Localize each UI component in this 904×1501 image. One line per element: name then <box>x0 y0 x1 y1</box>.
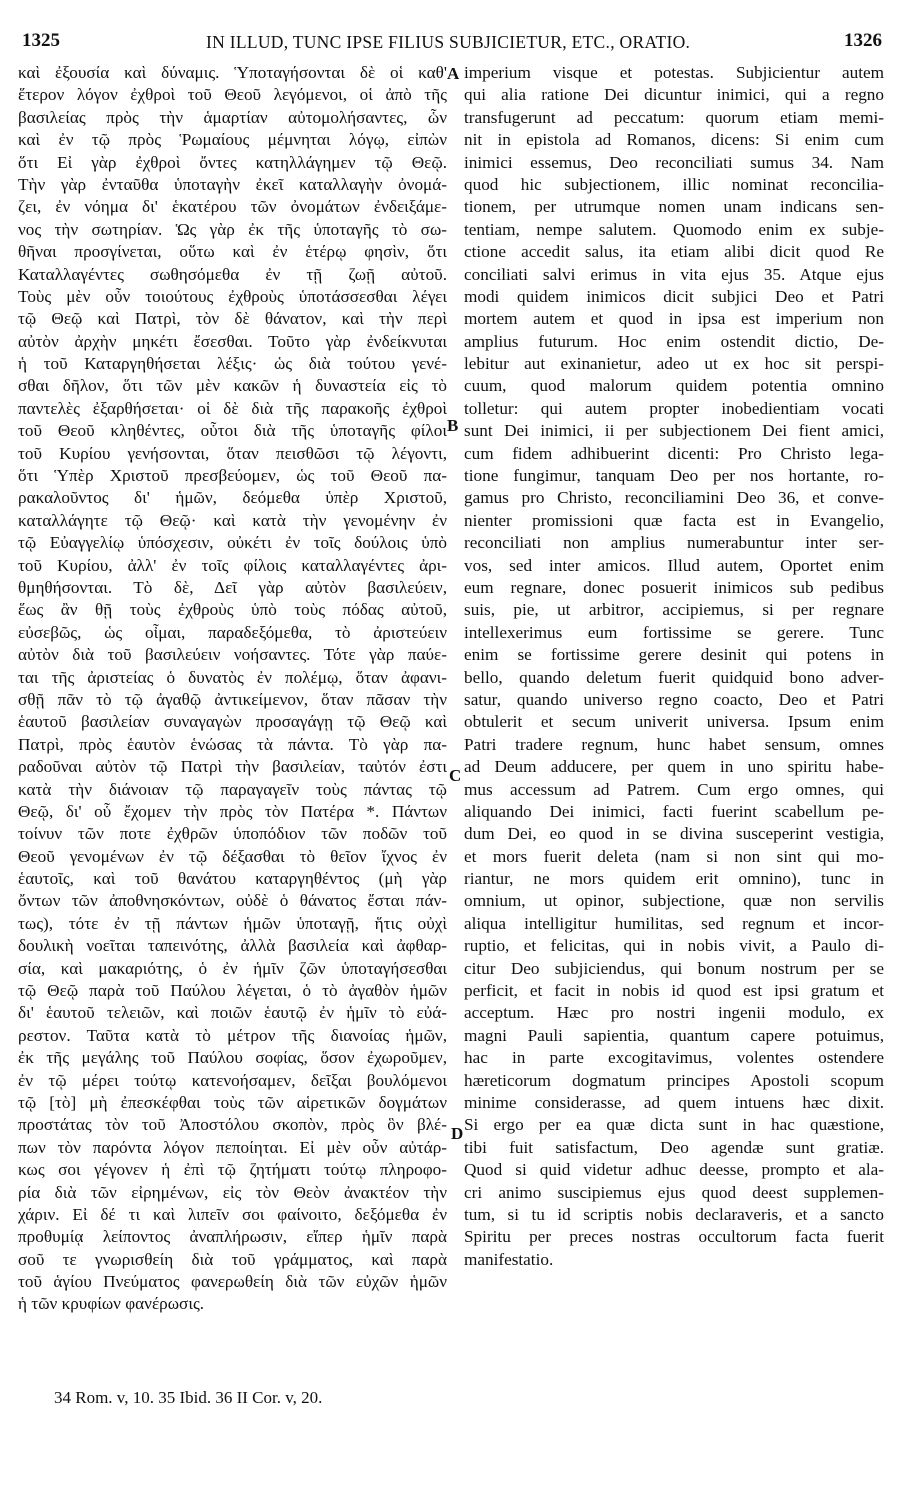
latin-text-line: Spiritu per preces nostras occultorum facta fuerit <box>464 1227 884 1247</box>
latin-text-line: reconciliati non amplius numerabuntur inter ser- <box>464 533 884 553</box>
latin-text-line: manifestatio. <box>464 1249 554 1269</box>
greek-text-line: βασιλείας πρὸς τὴν ἁμαρτίαν αὐτομολήσαντες, ὧν <box>18 107 447 127</box>
latin-text-line: dum Dei, eo quod in se divina susceperint vestigia, <box>464 824 884 844</box>
margin-marker-c: C <box>449 766 462 785</box>
greek-text-line: καταλλάγητε τῷ Θεῷ· καὶ κατὰ τὴν γενομένην ἐν <box>18 510 447 530</box>
latin-text-line: nit in epistola ad Romanos, dicens: Si enim cum <box>464 130 884 150</box>
latin-text-line: perficit, et facit in nobis id quod est ipsi gratum et <box>464 981 884 1001</box>
greek-text-line: Καταλλαγέντες σωθησόμεθα ἐν τῇ ζωῇ αὐτοῦ. <box>18 264 447 284</box>
latin-text-line: minime considerasse, ad quem intuens hæc dixit. <box>464 1092 884 1112</box>
greek-text-line: τῷ Θεῷ καὶ Πατρὶ, τὸν δὲ θάνατον, καὶ τὴν περὶ <box>18 309 447 329</box>
latin-text-line: nienter promissioni quæ facta est in Evangelio, <box>464 510 884 530</box>
running-header <box>22 30 882 60</box>
greek-text-line: ἕως ἂν θῇ τοὺς ἐχθροὺς ὑπὸ τοὺς πόδας αὐτοῦ, <box>18 600 447 620</box>
greek-text-line: αὐτὸν ἀρχὴν μηκέτι ἔσεσθαι. Τοῦτο γὰρ ἐνδείκνυται <box>18 331 447 351</box>
greek-text-line: τως), τότε ἐν τῇ πάντων ἡμῶν ὑποταγῇ, ἥτις οὐχὶ <box>18 913 447 933</box>
greek-text-line: παντελὲς ἐξαρθήσεται· οἱ δὲ διὰ τῆς παρακοῆς ἐχθροὶ <box>18 398 447 418</box>
latin-text-line: hæreticorum dogmatum principes Apostoli scopum <box>464 1070 884 1090</box>
greek-text-line: προστάτας τὸν τοῦ Ἀποστόλου σκοπὸν, πρὸς ὃν βλέ- <box>18 1115 447 1135</box>
latin-text-line: quod hic subjectionem, illic nominat reconcilia- <box>464 174 884 194</box>
greek-text-line: ζει, ἐν νόημα δι' ἑκατέρου τῶν ὀνομάτων ἐνδειξάμε- <box>18 197 447 217</box>
latin-text-line: lebitur aut exinanietur, adeo ut ex hoc sit perspi- <box>464 354 884 374</box>
latin-text-line: tione fungimur, tanquam Deo per nos hortante, ro- <box>464 466 884 486</box>
latin-text-line: eum regnare, donec posuerit inimicos sub pedibus <box>464 577 884 597</box>
latin-text-line: cri animo suscipiemus ejus quod deest supplemen- <box>464 1182 884 1202</box>
greek-text-line: τοίνυν τῶν ποτε ἐχθρῶν ὑποπόδιον τῶν ποδῶν τοῦ <box>18 824 447 844</box>
greek-text-line: Θεῷ, δι' οὗ ἔχομεν τὴν πρὸς τὸν Πατέρα *. Πάντων <box>18 801 447 821</box>
greek-text-line: ρεστον. Ταῦτα κατὰ τὸ μέτρον τῆς διανοίας ἡμῶν, <box>18 1025 447 1045</box>
greek-text-line: ἡ τοῦ Καταργηθήσεται λέξις· ὡς διὰ τούτου γενέ- <box>18 354 447 374</box>
greek-text-line: ὄντων τῶν ἀποθνησκόντων, οὐδὲ ὁ θάνατος ἔσται πάν- <box>18 891 447 911</box>
greek-text-line: προθυμίᾳ λείποντος ἀναπλήρωσιν, εἴπερ ἡμῖν παρὰ <box>18 1227 447 1247</box>
greek-text-line: ὅτι Ὑπὲρ Χριστοῦ πρεσβεύομεν, ὡς τοῦ Θεοῦ πα- <box>18 466 447 486</box>
greek-text-line: καὶ ἐξουσία καὶ δύναμις. Ὑποταγήσονται δὲ οἱ καθ' <box>18 63 447 82</box>
latin-text-line: amplius futurum. Hoc enim ostendit dictio, De- <box>464 331 884 351</box>
latin-text-line: cum fidem adhibuerint dicenti: Pro Christo lega- <box>464 443 884 463</box>
greek-text-line: ἡ τῶν κρυφίων φανέρωσις. <box>18 1294 205 1314</box>
latin-text-line: tum, si tu id scriptis nobis declaraveris, et a sancto <box>464 1204 884 1224</box>
latin-text-line: bello, quando deletum fuerit quidquid bono adver- <box>464 667 884 687</box>
greek-text-line: καὶ ἐν τῷ πρὸς Ῥωμαίους μέμνηται λόγῳ, εἰπὼν <box>18 130 447 150</box>
latin-text-line: Quod si quid videtur adhuc deesse, prompto et ala- <box>464 1160 884 1180</box>
margin-marker-d: D <box>451 1124 464 1143</box>
greek-text-line: κως σοι γέγονεν ἡ ἐπὶ τῷ ζητήματι τούτῳ πληροφο- <box>18 1160 447 1180</box>
greek-text-line: τοῦ Κυρίου γενήσονται, ὅταν πεισθῶσι τῷ λέγοντι, <box>18 443 447 463</box>
greek-text-line: ρία διὰ τῶν εἰρημένων, εἰς τὸν Θεὸν ἀνακτέον τὴν <box>18 1182 447 1202</box>
latin-text-line: sunt Dei inimici, ii per subjectionem Dei fient amici, <box>464 421 884 441</box>
greek-text-line: τοῦ Θεοῦ κληθέντες, οὗτοι διὰ τῆς ὑποταγῆς φίλοι <box>18 421 447 441</box>
greek-text-line: δι' ἑαυτοῦ τελειῶν, καὶ ποιῶν ἑαυτῷ ἐν ἡμῖν τὸ εὐά- <box>18 1003 447 1023</box>
latin-text-line: vos, sed inter amicos. Illud autem, Oportet enim <box>464 555 884 575</box>
greek-text-line: Τὴν γὰρ ἐνταῦθα ὑποταγὴν ἐκεῖ καταλλαγὴν ὀνομά- <box>18 174 447 194</box>
latin-text-line: citur Deo subjiciendus, qui bonum nostrum per se <box>464 958 884 978</box>
margin-marker-a: A <box>447 64 460 83</box>
greek-text-line: ται τῆς ἀριστείας ὁ δυνατὸς ἐν πολέμῳ, ὅταν ἀφανι- <box>18 667 447 687</box>
latin-text-line: cuum, quod malorum quidem potentia omnino <box>464 376 884 396</box>
latin-text-line: aliquando Dei inimici, facti fuerint scabellum pe- <box>464 801 884 821</box>
greek-text-line: ἑαυτοῦ βασιλείαν συναγαγὼν προσαγάγῃ τῷ Θεῷ καὶ <box>18 712 447 732</box>
latin-text-line: conciliati salvi erimus in vita ejus 35. Atque ejus <box>464 264 884 284</box>
greek-text-line: δουλικὴ νοεῖται ταπεινότης, ἀλλὰ βασιλεία καὶ ἀφθαρ- <box>18 936 447 956</box>
page-number-right: 1326 <box>844 30 882 51</box>
latin-text-line: suis, pie, ut arbitror, accipiemus, si per regnare <box>464 600 884 620</box>
latin-text-line: magni Pauli sapientia, quantum capere potuimus, <box>464 1025 884 1045</box>
margin-marker-b: B <box>447 416 459 435</box>
greek-text-line: ρακαλοῦντος δι' ἡμῶν, δεόμεθα ὑπὲρ Χριστοῦ, <box>18 488 447 508</box>
latin-text-line: imperium visque et potestas. Subjicientur autem <box>464 63 884 82</box>
latin-text-line: inimici essemus, Deo reconciliati sumus 34. Nam <box>464 152 884 172</box>
latin-text-line: tentiam, nempe salutem. Quomodo enim ex subje- <box>464 219 884 239</box>
greek-text-line: ἕτερον λόγον ἐχθροὶ τοῦ Θεοῦ λεγόμενοι, οἱ ἀπὸ τῆς <box>18 85 447 105</box>
greek-text-line: σθῇ πᾶν τὸ τῷ ἀγαθῷ ἀντικείμενον, ὅταν πᾶσαν τὴν <box>18 689 447 709</box>
greek-text-line: ἑαυτοῖς, καὶ τοῦ θανάτου καταργηθέντος (μὴ γὰρ <box>18 869 447 889</box>
greek-column <box>18 62 447 1316</box>
latin-text-line: acceptum. Hæc pro nostri ingenii modulo, ex <box>464 1003 884 1023</box>
latin-text-line: ad Deum adducere, per quem in uno spiritu habe- <box>464 757 884 777</box>
greek-text-line: τῷ [τὸ] μὴ ἐπεσκέφθαι τοὺς τῶν αἱρετικῶν δογμάτων <box>18 1092 447 1112</box>
latin-text-line: enim se fortissime gerere desinit qui potens in <box>464 645 884 665</box>
greek-text-line: πων τὸν παρόντα λόγον πεποίηται. Εἰ μὲν οὖν αὐτάρ- <box>18 1137 447 1157</box>
page-number-left: 1325 <box>22 30 60 51</box>
footnotes: 34 Rom. v, 10. 35 Ibid. 36 II Cor. v, 20. <box>54 1388 323 1407</box>
greek-text-line: τοῦ Κυρίου, ἀλλ' ἐν τοῖς φίλοις καταλλαγέντες ἀρι- <box>18 555 447 575</box>
latin-text-line: qui alia ratione Dei dicuntur inimici, qui a regno <box>464 85 884 105</box>
greek-text-line: ἐκ τῆς μεγάλης τοῦ Παύλου σοφίας, ὅσον ἐχωροῦμεν, <box>18 1048 447 1068</box>
greek-text-line: ὅτι Εἰ γὰρ ἐχθροὶ ὄντες κατηλλάγημεν τῷ Θεῷ. <box>18 152 447 172</box>
greek-text-line: σία, καὶ μακαριότης, ὁ ἐν ἡμῖν ζῶν ὑποταγήσεσθαι <box>18 958 447 978</box>
greek-text-line: χάριν. Εἰ δέ τι καὶ λιπεῖν σοι φαίνοιτο, δεξόμεθα ἐν <box>18 1204 447 1224</box>
latin-text-line: ctione accedit salus, ita etiam alibi dicit quod Re <box>464 242 884 262</box>
greek-text-line: ἐν τῷ μέρει τούτῳ κατενοήσαμεν, δεῖξαι βουλόμενοι <box>18 1070 447 1090</box>
latin-text-line: intellexerimus eum fortissime se gerere. Tunc <box>464 622 884 642</box>
latin-text-line: ruptio, et felicitas, qui in nobis vivit, a Paulo di- <box>464 936 884 956</box>
latin-text-line: mortem autem et quod in ipsa est imperium non <box>464 309 884 329</box>
greek-text-line: Θεοῦ γενομένων ἐν τῷ δέξασθαι τὸ θεῖον ἴχνος ἐν <box>18 846 447 866</box>
latin-text-line: riantur, ne mors quidem erit omnino), tunc in <box>464 869 884 889</box>
latin-text-line: aliqua intelligitur humilitas, sed regnum et incor- <box>464 913 884 933</box>
greek-text-line: σθαι δῆλον, ὅτι τῶν μὲν κακῶν ἡ δυναστεία εἰς τὸ <box>18 376 447 396</box>
greek-text-line: Πατρὶ, πρὸς ἑαυτὸν ἑνώσας τὰ πάντα. Τὸ γὰρ πα- <box>18 734 447 754</box>
latin-text-line: gamus pro Christo, reconciliamini Deo 36, et conve- <box>464 488 884 508</box>
latin-column <box>464 62 884 1271</box>
latin-text-line: obtulerit et secum univerit universa. Ipsum enim <box>464 712 884 732</box>
latin-text-line: Patri tradere regnum, hunc habet sensum, omnes <box>464 734 884 754</box>
greek-text-line: σοῦ τε γνωρισθείη διὰ τοῦ γράμματος, καὶ παρὰ <box>18 1249 447 1269</box>
latin-text-line: hac in parte excogitavimus, volentes ostendere <box>464 1048 884 1068</box>
greek-text-line: νος τὴν σωτηρίαν. Ὡς γὰρ ἐκ τῆς ὑποταγῆς τὸ σω- <box>18 219 447 239</box>
running-title: IN ILLUD, TUNC IPSE FILIUS SUBJICIETUR, ETC., ORATIO. <box>206 32 691 52</box>
greek-text-line: κατὰ τὴν διάνοιαν τῷ παραγαγεῖν τοὺς πάντας τῷ <box>18 779 447 799</box>
latin-text-line: omnium, ut opinor, subjectione, quæ non servilis <box>464 891 884 911</box>
latin-text-line: modi quidem inimicos dicit subjici Deo et Patri <box>464 286 884 306</box>
greek-text-line: θμηθήσονται. Τὸ δὲ, Δεῖ γὰρ αὐτὸν βασιλεύειν, <box>18 577 447 597</box>
greek-text-line: αὐτὸν διὰ τοῦ βασιλεύειν νοήσαντες. Τότε γὰρ παύε- <box>18 645 447 665</box>
greek-text-line: θῆναι προσγίνεται, οὕτω καὶ ἐν ἑτέρῳ φησὶν, ὅτι <box>18 242 447 262</box>
latin-text-line: satur, quando universo regno coacto, Deo et Patri <box>464 689 884 709</box>
greek-text-line: Τοὺς μὲν οὖν τοιούτους ἐχθροὺς ὑποτάσσεσθαι λέγει <box>18 286 447 306</box>
greek-text-line: τῷ Εὐαγγελίῳ ὑπόσχεσιν, οὐκέτι ἐν τοῖς δούλοις ὑπὸ <box>18 533 447 553</box>
latin-text-line: et mors fuerit deleta (nam si non sint qui mo- <box>464 846 884 866</box>
latin-text-line: mus accessum ad Patrem. Cum ergo omnes, qui <box>464 779 884 799</box>
latin-text-line: Si ergo per ea quæ dicta sunt in hac quæstione, <box>464 1115 884 1135</box>
latin-text-line: tibi fuit satisfactum, Deo agendæ sunt gratiæ. <box>464 1137 884 1157</box>
greek-text-line: εὐσεβῶς, ὡς οἶμαι, παραδεξόμεθα, τὸ ἀριστεύειν <box>18 622 447 642</box>
latin-text-line: tolletur: qui autem propter inobedientiam vocati <box>464 398 884 418</box>
greek-text-line: τοῦ ἁγίου Πνεύματος φανερωθείη διὰ τῶν εὐχῶν ἡμῶν <box>18 1272 447 1292</box>
greek-text-line: ραδοῦναι αὐτὸν τῷ Πατρὶ τὴν βασιλείαν, ταὐτόν ἐστι <box>18 757 447 777</box>
latin-text-line: tionem, per utrumque nomen unam indicans sen- <box>464 197 884 217</box>
greek-text-line: τῷ Θεῷ παρὰ τοῦ Παύλου λέγεται, ὁ τὸ ἀγαθὸν ἡμῶν <box>18 981 447 1001</box>
latin-text-line: transfugerunt ad peccatum: quorum etiam memi- <box>464 107 884 127</box>
